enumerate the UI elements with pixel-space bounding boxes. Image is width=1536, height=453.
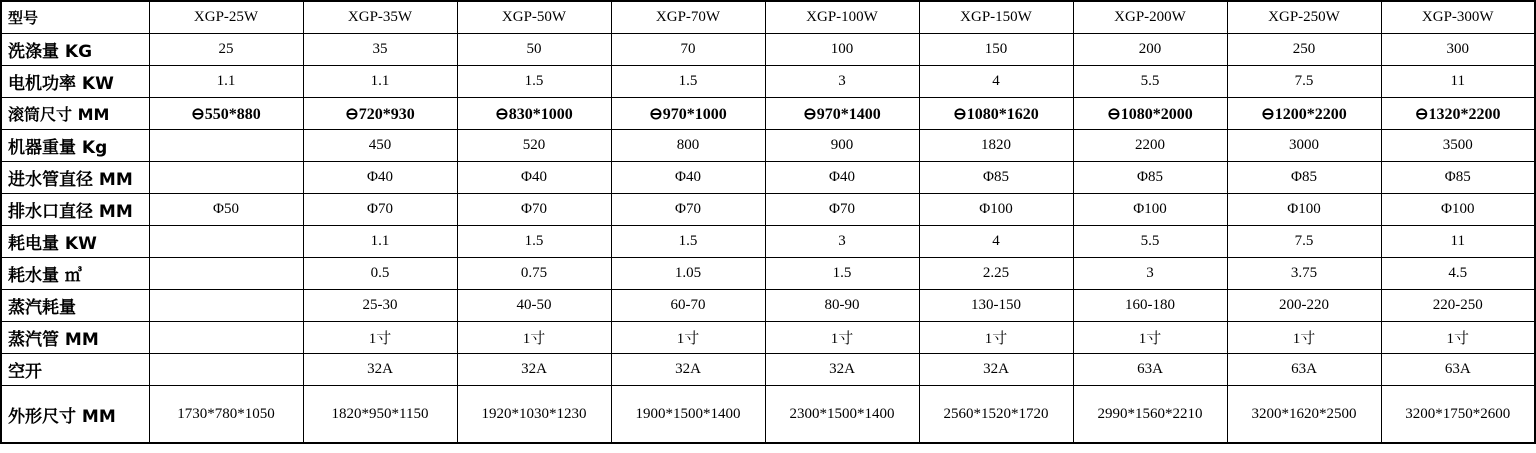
cell-outlet-6: Φ100	[919, 194, 1073, 226]
row-label-inlet-diameter: 进水管直径 MM	[1, 162, 149, 194]
table-row-overall-dimensions	[1, 386, 1535, 444]
cell-steampipe-2: 1寸	[303, 322, 457, 354]
cell-powercon-6: 4	[919, 226, 1073, 258]
cell-powercon-7: 5.5	[1073, 226, 1227, 258]
cell-airswitch-7: 63A	[1073, 354, 1227, 386]
row-label-outlet-diameter: 排水口直径 MM	[1, 194, 149, 226]
cell-weight-5: 900	[765, 130, 919, 162]
table-row-steam-consumption	[1, 290, 1535, 322]
cell-dim-6: 2560*1520*1720	[919, 386, 1073, 444]
cell-steamcon-7: 160-180	[1073, 290, 1227, 322]
cell-motor-7: 5.5	[1073, 66, 1227, 98]
row-label-water-consumption: 耗水量 ㎥	[1, 258, 149, 290]
cell-motor-5: 3	[765, 66, 919, 98]
cell-motor-8: 7.5	[1227, 66, 1381, 98]
cell-inlet-5: Φ40	[765, 162, 919, 194]
cell-model-8: XGP-250W	[1227, 1, 1381, 34]
table-row-air-switch	[1, 354, 1535, 386]
cell-wash-6: 150	[919, 34, 1073, 66]
cell-steamcon-9: 220-250	[1381, 290, 1535, 322]
cell-drum-5: ⊖970*1400	[765, 98, 919, 130]
cell-steamcon-2: 25-30	[303, 290, 457, 322]
cell-steampipe-4: 1寸	[611, 322, 765, 354]
cell-model-7: XGP-200W	[1073, 1, 1227, 34]
cell-model-3: XGP-50W	[457, 1, 611, 34]
cell-wash-1: 25	[149, 34, 303, 66]
cell-powercon-1	[149, 226, 303, 258]
cell-inlet-1	[149, 162, 303, 194]
cell-outlet-1: Φ50	[149, 194, 303, 226]
table-row-water-consumption	[1, 258, 1535, 290]
row-label-steam-pipe: 蒸汽管 MM	[1, 322, 149, 354]
cell-powercon-5: 3	[765, 226, 919, 258]
cell-outlet-5: Φ70	[765, 194, 919, 226]
cell-steampipe-1	[149, 322, 303, 354]
table-row-machine-weight	[1, 130, 1535, 162]
cell-watercon-1	[149, 258, 303, 290]
cell-motor-4: 1.5	[611, 66, 765, 98]
cell-powercon-2: 1.1	[303, 226, 457, 258]
cell-steamcon-4: 60-70	[611, 290, 765, 322]
cell-weight-7: 2200	[1073, 130, 1227, 162]
cell-outlet-7: Φ100	[1073, 194, 1227, 226]
cell-model-5: XGP-100W	[765, 1, 919, 34]
cell-drum-6: ⊖1080*1620	[919, 98, 1073, 130]
cell-motor-2: 1.1	[303, 66, 457, 98]
cell-wash-9: 300	[1381, 34, 1535, 66]
cell-drum-8: ⊖1200*2200	[1227, 98, 1381, 130]
table-row-power-consumption	[1, 226, 1535, 258]
cell-weight-6: 1820	[919, 130, 1073, 162]
cell-steampipe-9: 1寸	[1381, 322, 1535, 354]
cell-weight-4: 800	[611, 130, 765, 162]
cell-steampipe-6: 1寸	[919, 322, 1073, 354]
cell-wash-5: 100	[765, 34, 919, 66]
row-label-steam-consumption: 蒸汽耗量	[1, 290, 149, 322]
cell-motor-1: 1.1	[149, 66, 303, 98]
cell-airswitch-4: 32A	[611, 354, 765, 386]
cell-steamcon-8: 200-220	[1227, 290, 1381, 322]
cell-weight-9: 3500	[1381, 130, 1535, 162]
cell-steampipe-3: 1寸	[457, 322, 611, 354]
cell-model-1: XGP-25W	[149, 1, 303, 34]
cell-drum-1: ⊖550*880	[149, 98, 303, 130]
cell-inlet-3: Φ40	[457, 162, 611, 194]
table-body	[1, 1, 1535, 443]
cell-inlet-6: Φ85	[919, 162, 1073, 194]
cell-outlet-2: Φ70	[303, 194, 457, 226]
cell-drum-2: ⊖720*930	[303, 98, 457, 130]
cell-model-2: XGP-35W	[303, 1, 457, 34]
cell-steampipe-7: 1寸	[1073, 322, 1227, 354]
cell-airswitch-2: 32A	[303, 354, 457, 386]
cell-drum-3: ⊖830*1000	[457, 98, 611, 130]
table-row-inlet-diameter	[1, 162, 1535, 194]
row-label-model: 型号	[1, 1, 149, 34]
cell-model-9: XGP-300W	[1381, 1, 1535, 34]
cell-dim-4: 1900*1500*1400	[611, 386, 765, 444]
cell-wash-7: 200	[1073, 34, 1227, 66]
row-label-overall-dimensions: 外形尺寸 MM	[1, 386, 149, 444]
cell-airswitch-9: 63A	[1381, 354, 1535, 386]
cell-watercon-5: 1.5	[765, 258, 919, 290]
cell-airswitch-3: 32A	[457, 354, 611, 386]
cell-weight-8: 3000	[1227, 130, 1381, 162]
cell-watercon-7: 3	[1073, 258, 1227, 290]
cell-wash-3: 50	[457, 34, 611, 66]
cell-watercon-4: 1.05	[611, 258, 765, 290]
cell-outlet-9: Φ100	[1381, 194, 1535, 226]
cell-model-4: XGP-70W	[611, 1, 765, 34]
row-label-drum-size: 滚筒尺寸 MM	[1, 98, 149, 130]
cell-steamcon-3: 40-50	[457, 290, 611, 322]
cell-wash-2: 35	[303, 34, 457, 66]
cell-steamcon-5: 80-90	[765, 290, 919, 322]
cell-powercon-4: 1.5	[611, 226, 765, 258]
cell-powercon-9: 11	[1381, 226, 1535, 258]
cell-airswitch-1	[149, 354, 303, 386]
cell-drum-9: ⊖1320*2200	[1381, 98, 1535, 130]
table-row-outlet-diameter	[1, 194, 1535, 226]
cell-outlet-3: Φ70	[457, 194, 611, 226]
cell-steampipe-8: 1寸	[1227, 322, 1381, 354]
cell-watercon-6: 2.25	[919, 258, 1073, 290]
cell-airswitch-5: 32A	[765, 354, 919, 386]
cell-dim-1: 1730*780*1050	[149, 386, 303, 444]
cell-inlet-8: Φ85	[1227, 162, 1381, 194]
cell-wash-8: 250	[1227, 34, 1381, 66]
cell-airswitch-8: 63A	[1227, 354, 1381, 386]
cell-inlet-9: Φ85	[1381, 162, 1535, 194]
cell-wash-4: 70	[611, 34, 765, 66]
cell-dim-2: 1820*950*1150	[303, 386, 457, 444]
row-label-machine-weight: 机器重量 Kg	[1, 130, 149, 162]
cell-steampipe-5: 1寸	[765, 322, 919, 354]
cell-watercon-8: 3.75	[1227, 258, 1381, 290]
cell-inlet-2: Φ40	[303, 162, 457, 194]
cell-dim-7: 2990*1560*2210	[1073, 386, 1227, 444]
cell-dim-8: 3200*1620*2500	[1227, 386, 1381, 444]
cell-weight-1	[149, 130, 303, 162]
cell-dim-5: 2300*1500*1400	[765, 386, 919, 444]
cell-drum-4: ⊖970*1000	[611, 98, 765, 130]
cell-dim-3: 1920*1030*1230	[457, 386, 611, 444]
cell-watercon-3: 0.75	[457, 258, 611, 290]
table-row-drum-size	[1, 98, 1535, 130]
cell-watercon-9: 4.5	[1381, 258, 1535, 290]
cell-weight-2: 450	[303, 130, 457, 162]
row-label-motor-power: 电机功率 KW	[1, 66, 149, 98]
table-row-model	[1, 1, 1535, 34]
row-label-power-consumption: 耗电量 KW	[1, 226, 149, 258]
cell-steamcon-1	[149, 290, 303, 322]
table-row-wash-capacity	[1, 34, 1535, 66]
cell-weight-3: 520	[457, 130, 611, 162]
cell-motor-6: 4	[919, 66, 1073, 98]
cell-powercon-8: 7.5	[1227, 226, 1381, 258]
row-label-air-switch: 空开	[1, 354, 149, 386]
row-label-wash-capacity: 洗涤量 KG	[1, 34, 149, 66]
cell-watercon-2: 0.5	[303, 258, 457, 290]
cell-outlet-4: Φ70	[611, 194, 765, 226]
cell-inlet-4: Φ40	[611, 162, 765, 194]
cell-steamcon-6: 130-150	[919, 290, 1073, 322]
cell-airswitch-6: 32A	[919, 354, 1073, 386]
cell-outlet-8: Φ100	[1227, 194, 1381, 226]
cell-motor-9: 11	[1381, 66, 1535, 98]
cell-inlet-7: Φ85	[1073, 162, 1227, 194]
cell-drum-7: ⊖1080*2000	[1073, 98, 1227, 130]
cell-motor-3: 1.5	[457, 66, 611, 98]
cell-dim-9: 3200*1750*2600	[1381, 386, 1535, 444]
cell-powercon-3: 1.5	[457, 226, 611, 258]
table-row-steam-pipe	[1, 322, 1535, 354]
cell-model-6: XGP-150W	[919, 1, 1073, 34]
table-row-motor-power	[1, 66, 1535, 98]
